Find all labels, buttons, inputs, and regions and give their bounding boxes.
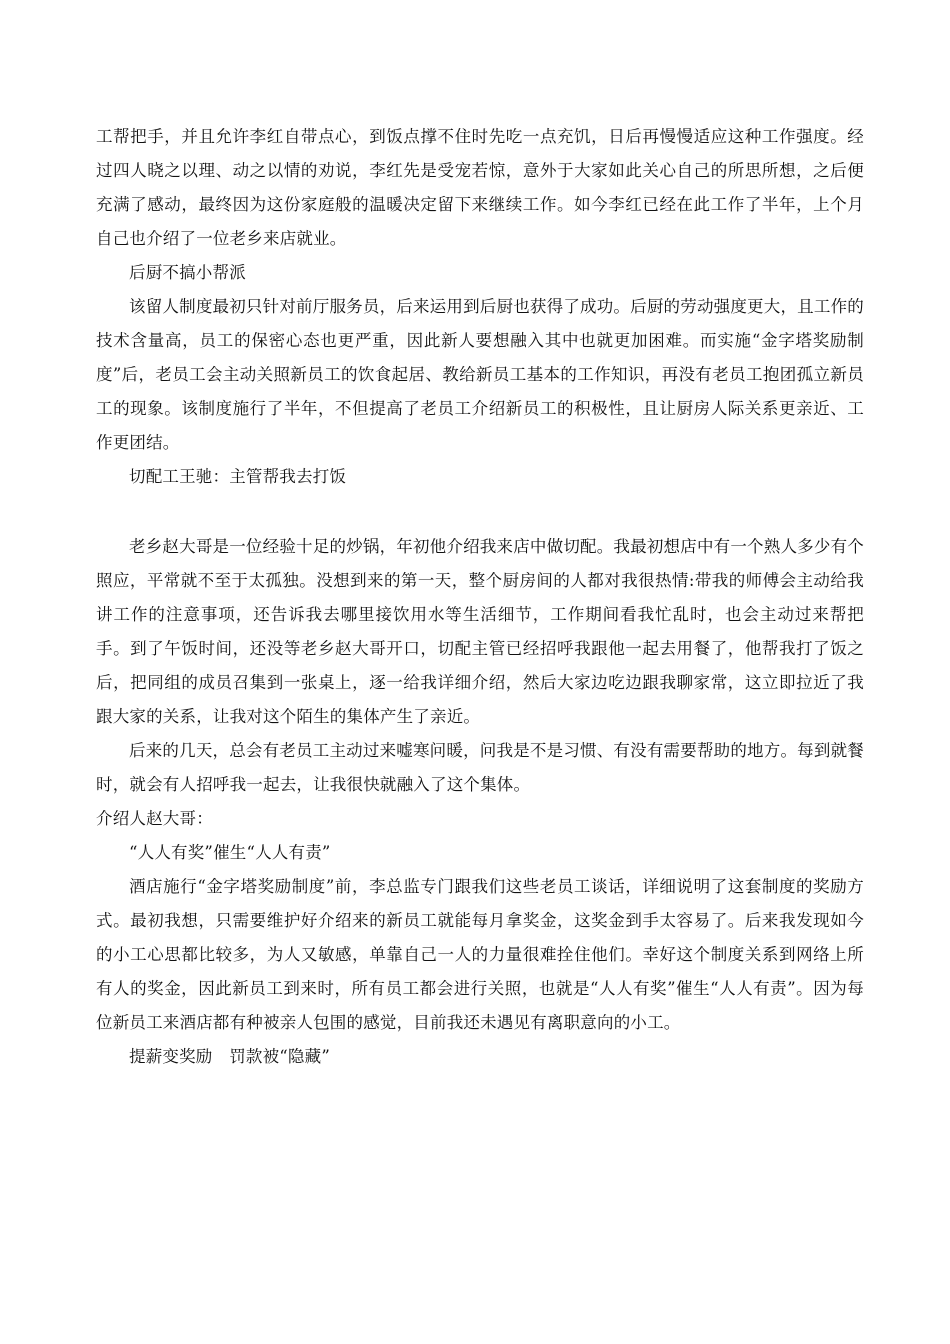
blank-line [96,494,864,530]
section-label-introducer: 介绍人赵大哥： [96,809,213,828]
paragraph-wang-chi-story: 老乡赵大哥是一位经验十足的炒锅，年初他介绍我来店中做切配。我最初想店中有一个熟人多少有个照应，平常就不至于太孤独。没想到来的第一天，整个厨房间的人都对我很热情:带我的师傅会主动给我讲工作的注意事项，还告诉我去哪里接饮用水等生活细节，工作期间看我忙乱时，也会主动过来帮把手。到了午饭时间，还没等老乡赵大哥开口，切配主管已经招呼我跟他一起去用餐了，他帮我打了饭之后，把同组的成员召集到一张桌上，逐一给我详细介绍，然后大家边吃边跟我聊家常，这立即拉近了我跟大家的关系，让我对这个陌生的集体产生了亲近。 [96,537,864,726]
paragraph-kitchen-policy: 该留人制度最初只针对前厅服务员，后来运用到后厨也获得了成功。后厨的劳动强度更大，且工作的技术含量高，员工的保密心态也更严重，因此新人要想融入其中也就更加困难。而实施“金字塔奖励制度”后，老员工会主动关照新员工的饮食起居、教给新员工基本的工作知识，再没有老员工抱团孤立新员工的现象。该制度施行了半年，不但提高了老员工介绍新员工的积极性，且让厨房人际关系更亲近、工作更团结。 [96,297,864,452]
section-heading-everyone-rewarded: “人人有奖”催生“人人有责” [129,843,331,862]
section-heading-kitchen: 后厨不搞小帮派 [129,263,246,282]
section-heading-wang-chi: 切配工王驰：主管帮我去打饭 [129,467,347,486]
section-heading-raise-to-bonus: 提薪变奖励 罚款被“隐藏” [129,1047,330,1066]
paragraph-wang-chi-followup: 后来的几天，总会有老员工主动过来嘘寒问暖，问我是不是习惯、有没有需要帮助的地方。每到就餐时，就会有人招呼我一起去，让我很快就融入了这个集体。 [96,741,864,794]
paragraph-continuation: 工帮把手，并且允许李红自带点心，到饭点撑不住时先吃一点充饥，日后再慢慢适应这种工作强度。经过四人晓之以理、动之以情的劝说，李红先是受宠若惊，意外于大家如此关心自己的所思所想，之后便充满了感动，最终因为这份家庭般的温暖决定留下来继续工作。如今李红已经在此工作了半年，上个月自己也介绍了一位老乡来店就业。 [96,127,864,248]
paragraph-introducer-story: 酒店施行“金字塔奖励制度”前，李总监专门跟我们这些老员工谈话，详细说明了这套制度的奖励方式。最初我想，只需要维护好介绍来的新员工就能每月拿奖金，这奖金到手太容易了。后来我发现如今的小工心思都比较多，为人又敏感，单靠自己一人的力量很难拴住他们。幸好这个制度关系到网络上所有人的奖金，因此新员工到来时，所有员工都会进行关照，也就是“人人有奖”催生“人人有责”。因为每位新员工来酒店都有种被亲人包围的感觉，目前我还未遇见有离职意向的小工。 [96,877,864,1032]
document-body [96,120,864,1074]
